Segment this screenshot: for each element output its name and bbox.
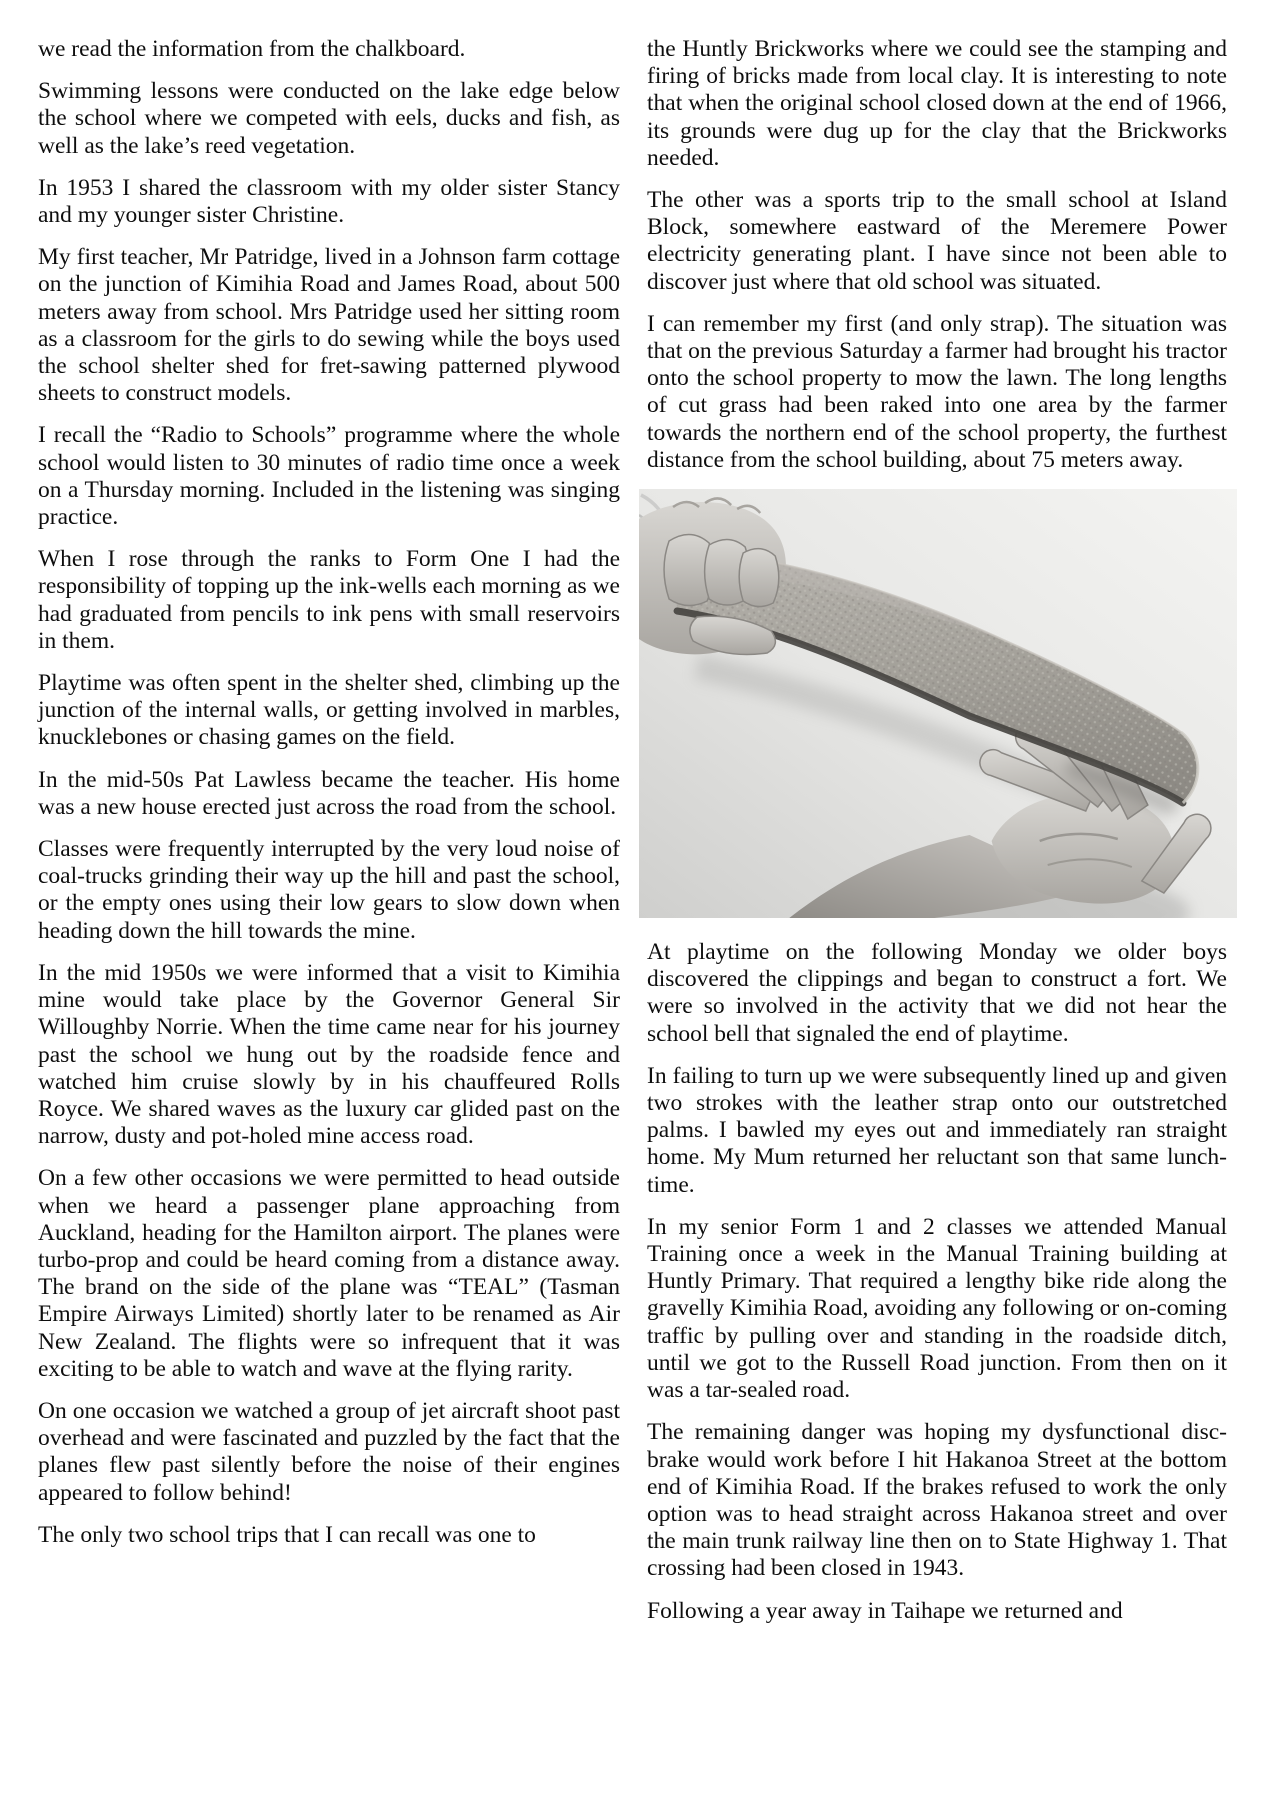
paragraph: Classes were frequently interrupted by the very loud noise of coal-trucks grinding their way up the hill and past the school, or the empty ones using their low gears to slow down when heading down the hill towards the mine. xyxy=(38,836,620,944)
paragraph: At playtime on the following Monday we older boys discovered the clippings and began to construct a fort. We were so involved in the activity that we did not hear the school bell that signaled the end of playtime. xyxy=(647,939,1227,1047)
paragraph: In failing to turn up we were subsequently lined up and given two strokes with the leather strap onto our outstretched palms. I bawled my eyes out and immediately ran straight home. My Mum returned her reluctant son that same lunch-time. xyxy=(647,1062,1227,1198)
strap-photo xyxy=(639,489,1237,918)
paragraph: I recall the “Radio to Schools” programme where the whole school would listen to 30 minutes of radio time once a week on a Thursday morning. Included in the listening was singing practice. xyxy=(38,422,620,531)
paragraph: My first teacher, Mr Patridge, lived in a Johnson farm cottage on the junction of Kimihia Road and James Road, about 500 meters away from school. Mrs Patridge used her sitting room as a classroom for the girls to do sewing while the boys used the school shelter shed for fret-sawing patterned plywood sheets to construct models. xyxy=(38,244,620,407)
paragraph: The only two school trips that I can recall was one to xyxy=(38,1521,536,1548)
left-column xyxy=(38,36,620,1564)
paragraph: On one occasion we watched a group of jet aircraft shoot past overhead and were fascinated and puzzled by the fact that the planes flew past silently before the noise of their engines appeared to follow behind! xyxy=(38,1397,620,1506)
paragraph: When I rose through the ranks to Form One I had the responsibility of topping up the ink-wells each morning as we had graduated from pencils to ink pens with small reservoirs in them. xyxy=(38,546,620,654)
paragraph: In my senior Form 1 and 2 classes we attended Manual Training once a week in the Manual Training building at Huntly Primary. That required a lengthy bike ride along the gravelly Kimihia Road, avoiding any following or on-coming traffic by pulling over and standing in the roadside ditch, until we got to the Russell Road junction. From then on it was a tar-sealed road. xyxy=(647,1213,1227,1404)
paragraph: In the mid 1950s we were informed that a visit to Kimihia mine would take place by the Governor General Sir Willoughby Norrie. When the time came near for his journey past the school we hung out by the roadside fence and watched him cruise slowly by in his chauffeured Rolls Royce. We shared waves as the luxury car glided past on the narrow, dusty and pot-holed mine access road. xyxy=(38,959,620,1150)
paragraph: In 1953 I shared the classroom with my older sister Stancy and my younger sister Christine. xyxy=(38,174,620,229)
paragraph: I can remember my first (and only strap). The situation was that on the previous Saturday a farmer had brought his tractor onto the school property to mow the lawn. The long lengths of cut grass had been raked into one area by the farmer towards the northern end of the school property, the furthest distance from the school building, about 75 meters away. xyxy=(647,310,1227,473)
paragraph: Swimming lessons were conducted on the lake edge below the school where we competed with eels, ducks and fish, as well as the lake’s reed vegetation. xyxy=(38,78,620,159)
paragraph: Following a year away in Taihape we returned and xyxy=(647,1597,1123,1624)
paragraph: we read the information from the chalkboard. xyxy=(38,36,466,62)
paragraph: the Huntly Brickworks where we could see the stamping and firing of bricks made from local clay. It is interesting to note that when the original school closed down at the end of 1966, its grounds were dug up for the clay that the Brickworks needed. xyxy=(647,36,1227,171)
paragraph: The remaining danger was hoping my dysfunctional disc-brake would work before I hit Hakanoa Street at the bottom end of Kimihia Road. If the brakes refused to work the only option was to head straight across Hakanoa street and over the main trunk railway line then on to State Highway 1. That crossing had been closed in 1943. xyxy=(647,1419,1227,1582)
paragraph: In the mid-50s Pat Lawless became the teacher. His home was a new house erected just across the road from the school. xyxy=(38,766,620,820)
right-column xyxy=(647,36,1227,1640)
paragraph: Playtime was often spent in the shelter shed, climbing up the junction of the internal walls, or getting involved in marbles, knucklebones or chasing games on the field. xyxy=(38,670,620,751)
paragraph: On a few other occasions we were permitted to head outside when we heard a passenger plane approaching from Auckland, heading for the Hamilton airport. The planes were turbo-prop and could be heard coming from a distance away. The brand on the side of the plane was “TEAL” (Tasman Empire Airways Limited) shortly later to be renamed as Air New Zealand. The flights were so infrequent that it was exciting to be able to watch and wave at the flying rarity. xyxy=(38,1165,620,1382)
paragraph: The other was a sports trip to the small school at Island Block, somewhere eastward of the Meremere Power electricity generating plant. I have since not been able to discover just where that old school was situated. xyxy=(647,187,1227,295)
